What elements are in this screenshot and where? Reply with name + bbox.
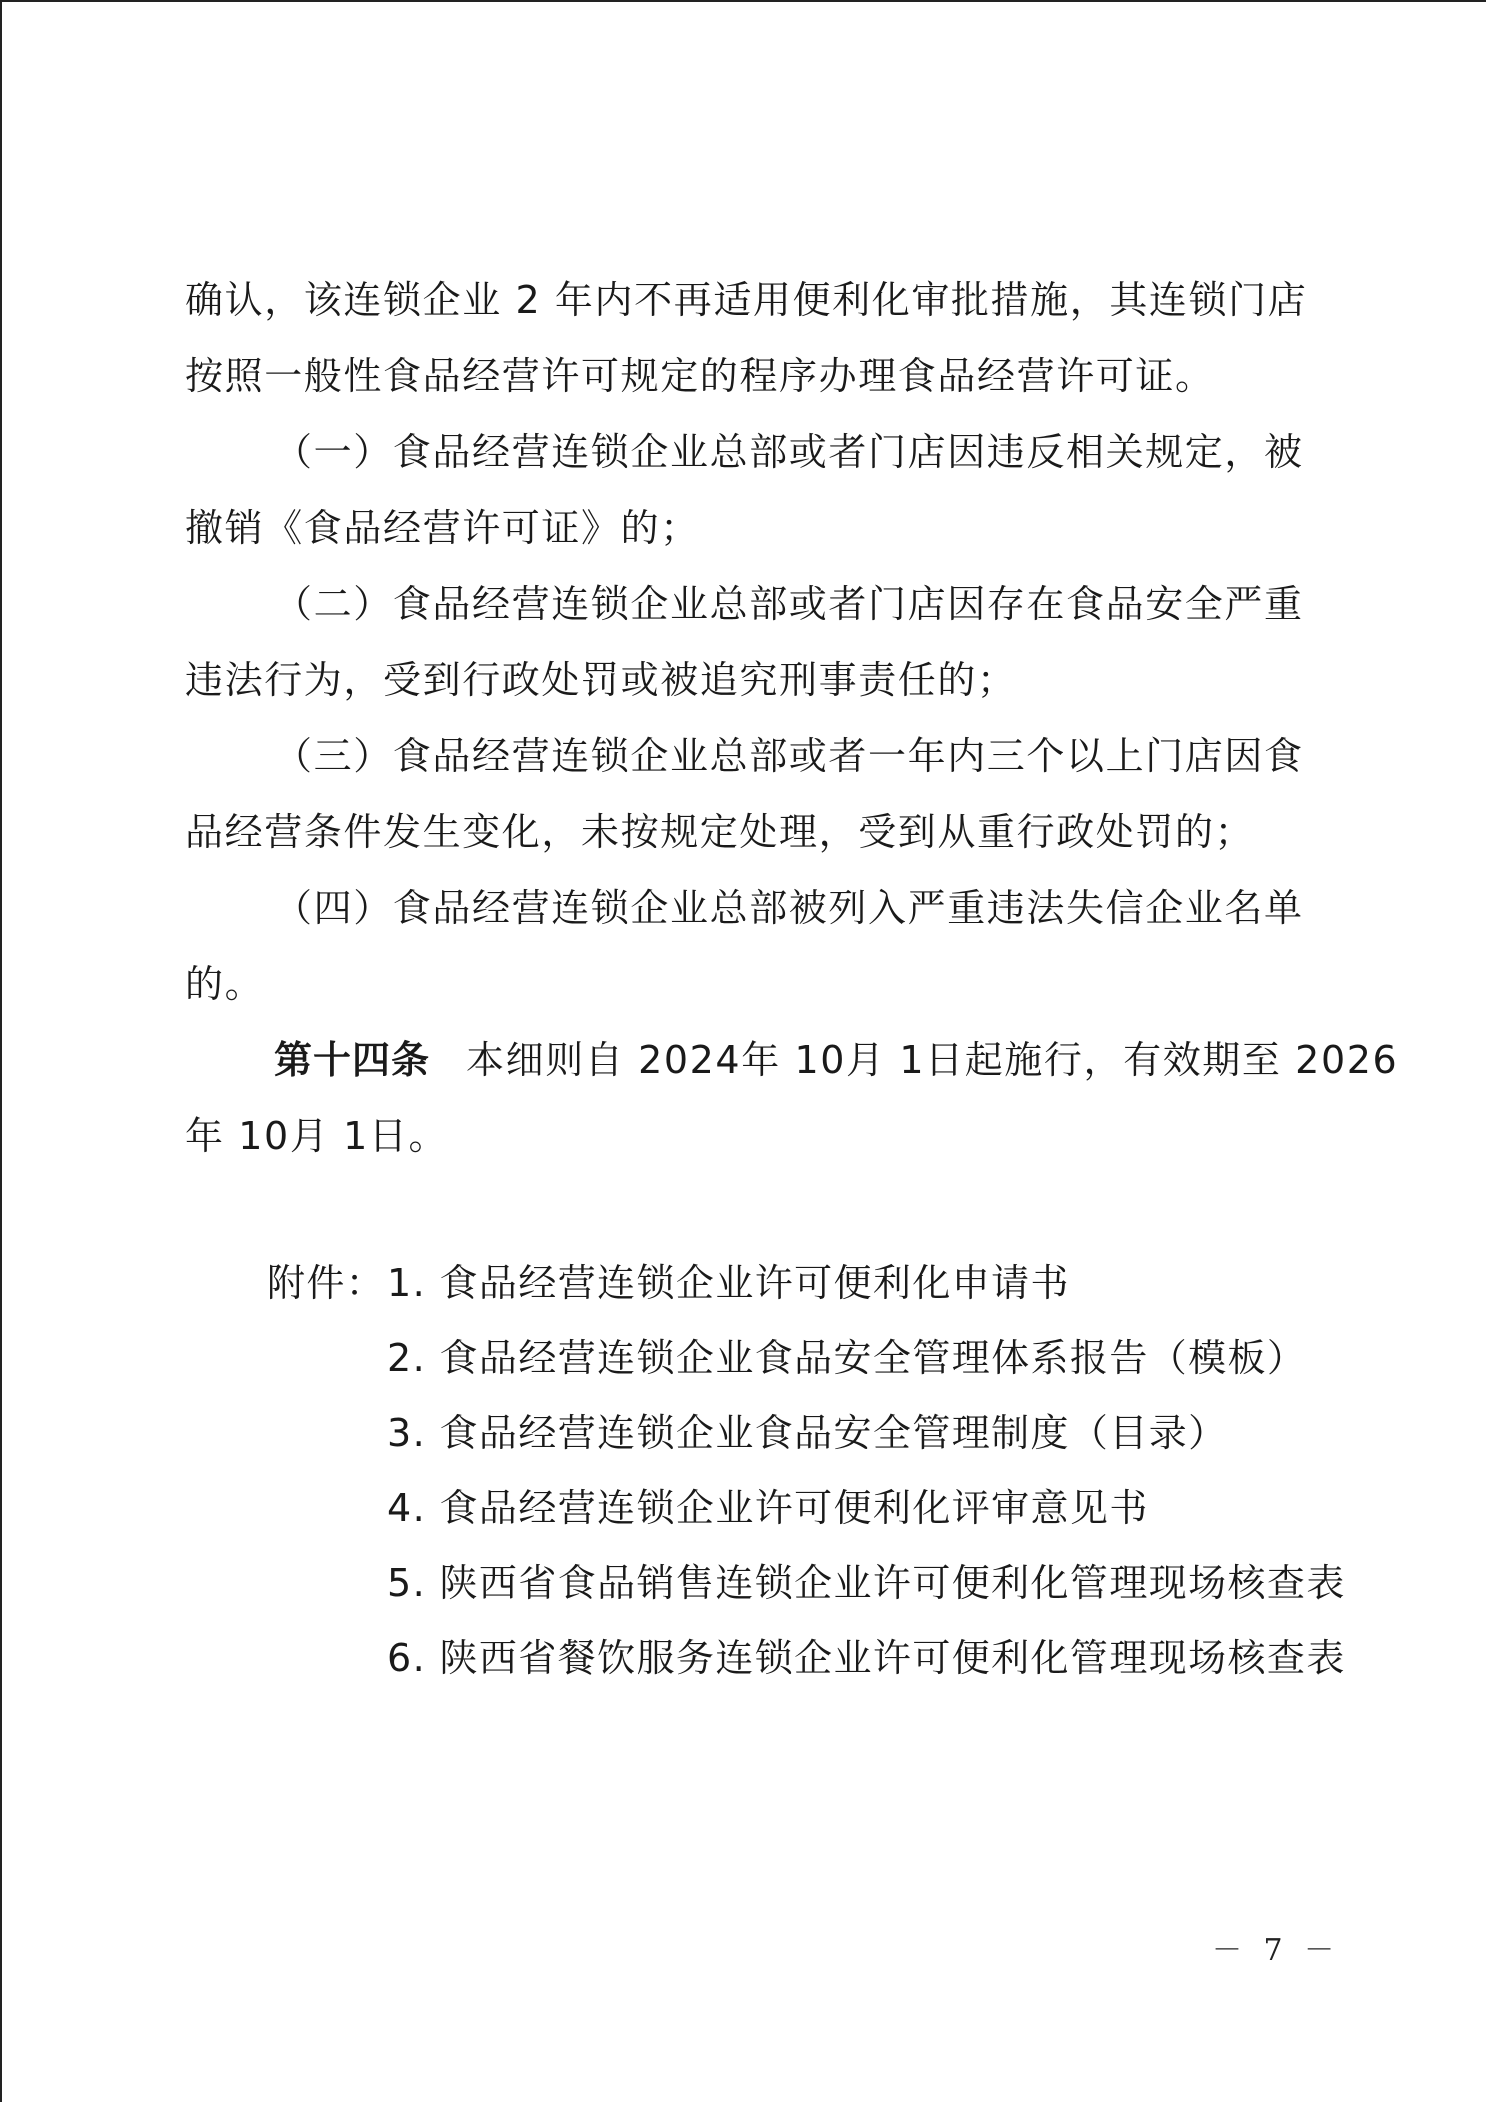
clause-4-line: （四）食品经营连锁企业总部被列入严重违法失信企业名单 <box>274 886 1304 930</box>
clause-1-line: （一）食品经营连锁企业总部或者门店因违反相关规定，被 <box>274 430 1304 474</box>
clause-3-line: 品经营条件发生变化，未按规定处理，受到从重行政处罚的； <box>185 810 1255 854</box>
article-14-line <box>185 1022 1399 1098</box>
attachment-row <box>185 1321 1307 1396</box>
document-body <box>185 262 1399 1696</box>
attachment-item: 6. 陕西省餐饮服务连锁企业许可便利化管理现场核查表 <box>387 1636 1346 1680</box>
attachment-item: 2. 食品经营连锁企业食品安全管理体系报告（模板） <box>387 1336 1307 1380</box>
body-line: 按照一般性食品经营许可规定的程序办理食品经营许可证。 <box>185 354 1215 398</box>
attachment-row <box>185 1471 1303 1546</box>
attachment-item: 5. 陕西省食品销售连锁企业许可便利化管理现场核查表 <box>387 1561 1346 1605</box>
clause-1-line: 撤销《食品经营许可证》的； <box>185 506 700 550</box>
spacer <box>185 1174 1303 1246</box>
attachment-row <box>185 1621 1346 1696</box>
attachments-label: 附件： <box>267 1261 386 1305</box>
clause-4-line: 的。 <box>185 962 265 1006</box>
article-14-heading: 第十四条 <box>274 1038 431 1082</box>
article-14-text: 本细则自 2024年 10月 1日起施行，有效期至 2026 <box>466 1038 1399 1082</box>
article-14-line: 年 10月 1日。 <box>185 1114 449 1158</box>
attachment-item: 3. 食品经营连锁企业食品安全管理制度（目录） <box>387 1411 1228 1455</box>
clause-3-line: （三）食品经营连锁企业总部或者一年内三个以上门店因食 <box>274 734 1304 778</box>
page-number: － 7 － <box>1212 1933 1341 1968</box>
clause-2-line: 违法行为，受到行政处罚或被追究刑事责任的； <box>185 658 1017 702</box>
body-line: 确认，该连锁企业 2 年内不再适用便利化审批措施，其连锁门店 <box>185 278 1308 322</box>
attachment-row <box>185 1546 1346 1621</box>
attachment-row <box>185 1246 1303 1321</box>
clause-2-line: （二）食品经营连锁企业总部或者门店因存在食品安全严重 <box>274 582 1304 626</box>
attachment-item: 1. 食品经营连锁企业许可便利化申请书 <box>387 1261 1070 1305</box>
attachment-item: 4. 食品经营连锁企业许可便利化评审意见书 <box>387 1486 1149 1530</box>
attachment-row <box>185 1396 1303 1471</box>
